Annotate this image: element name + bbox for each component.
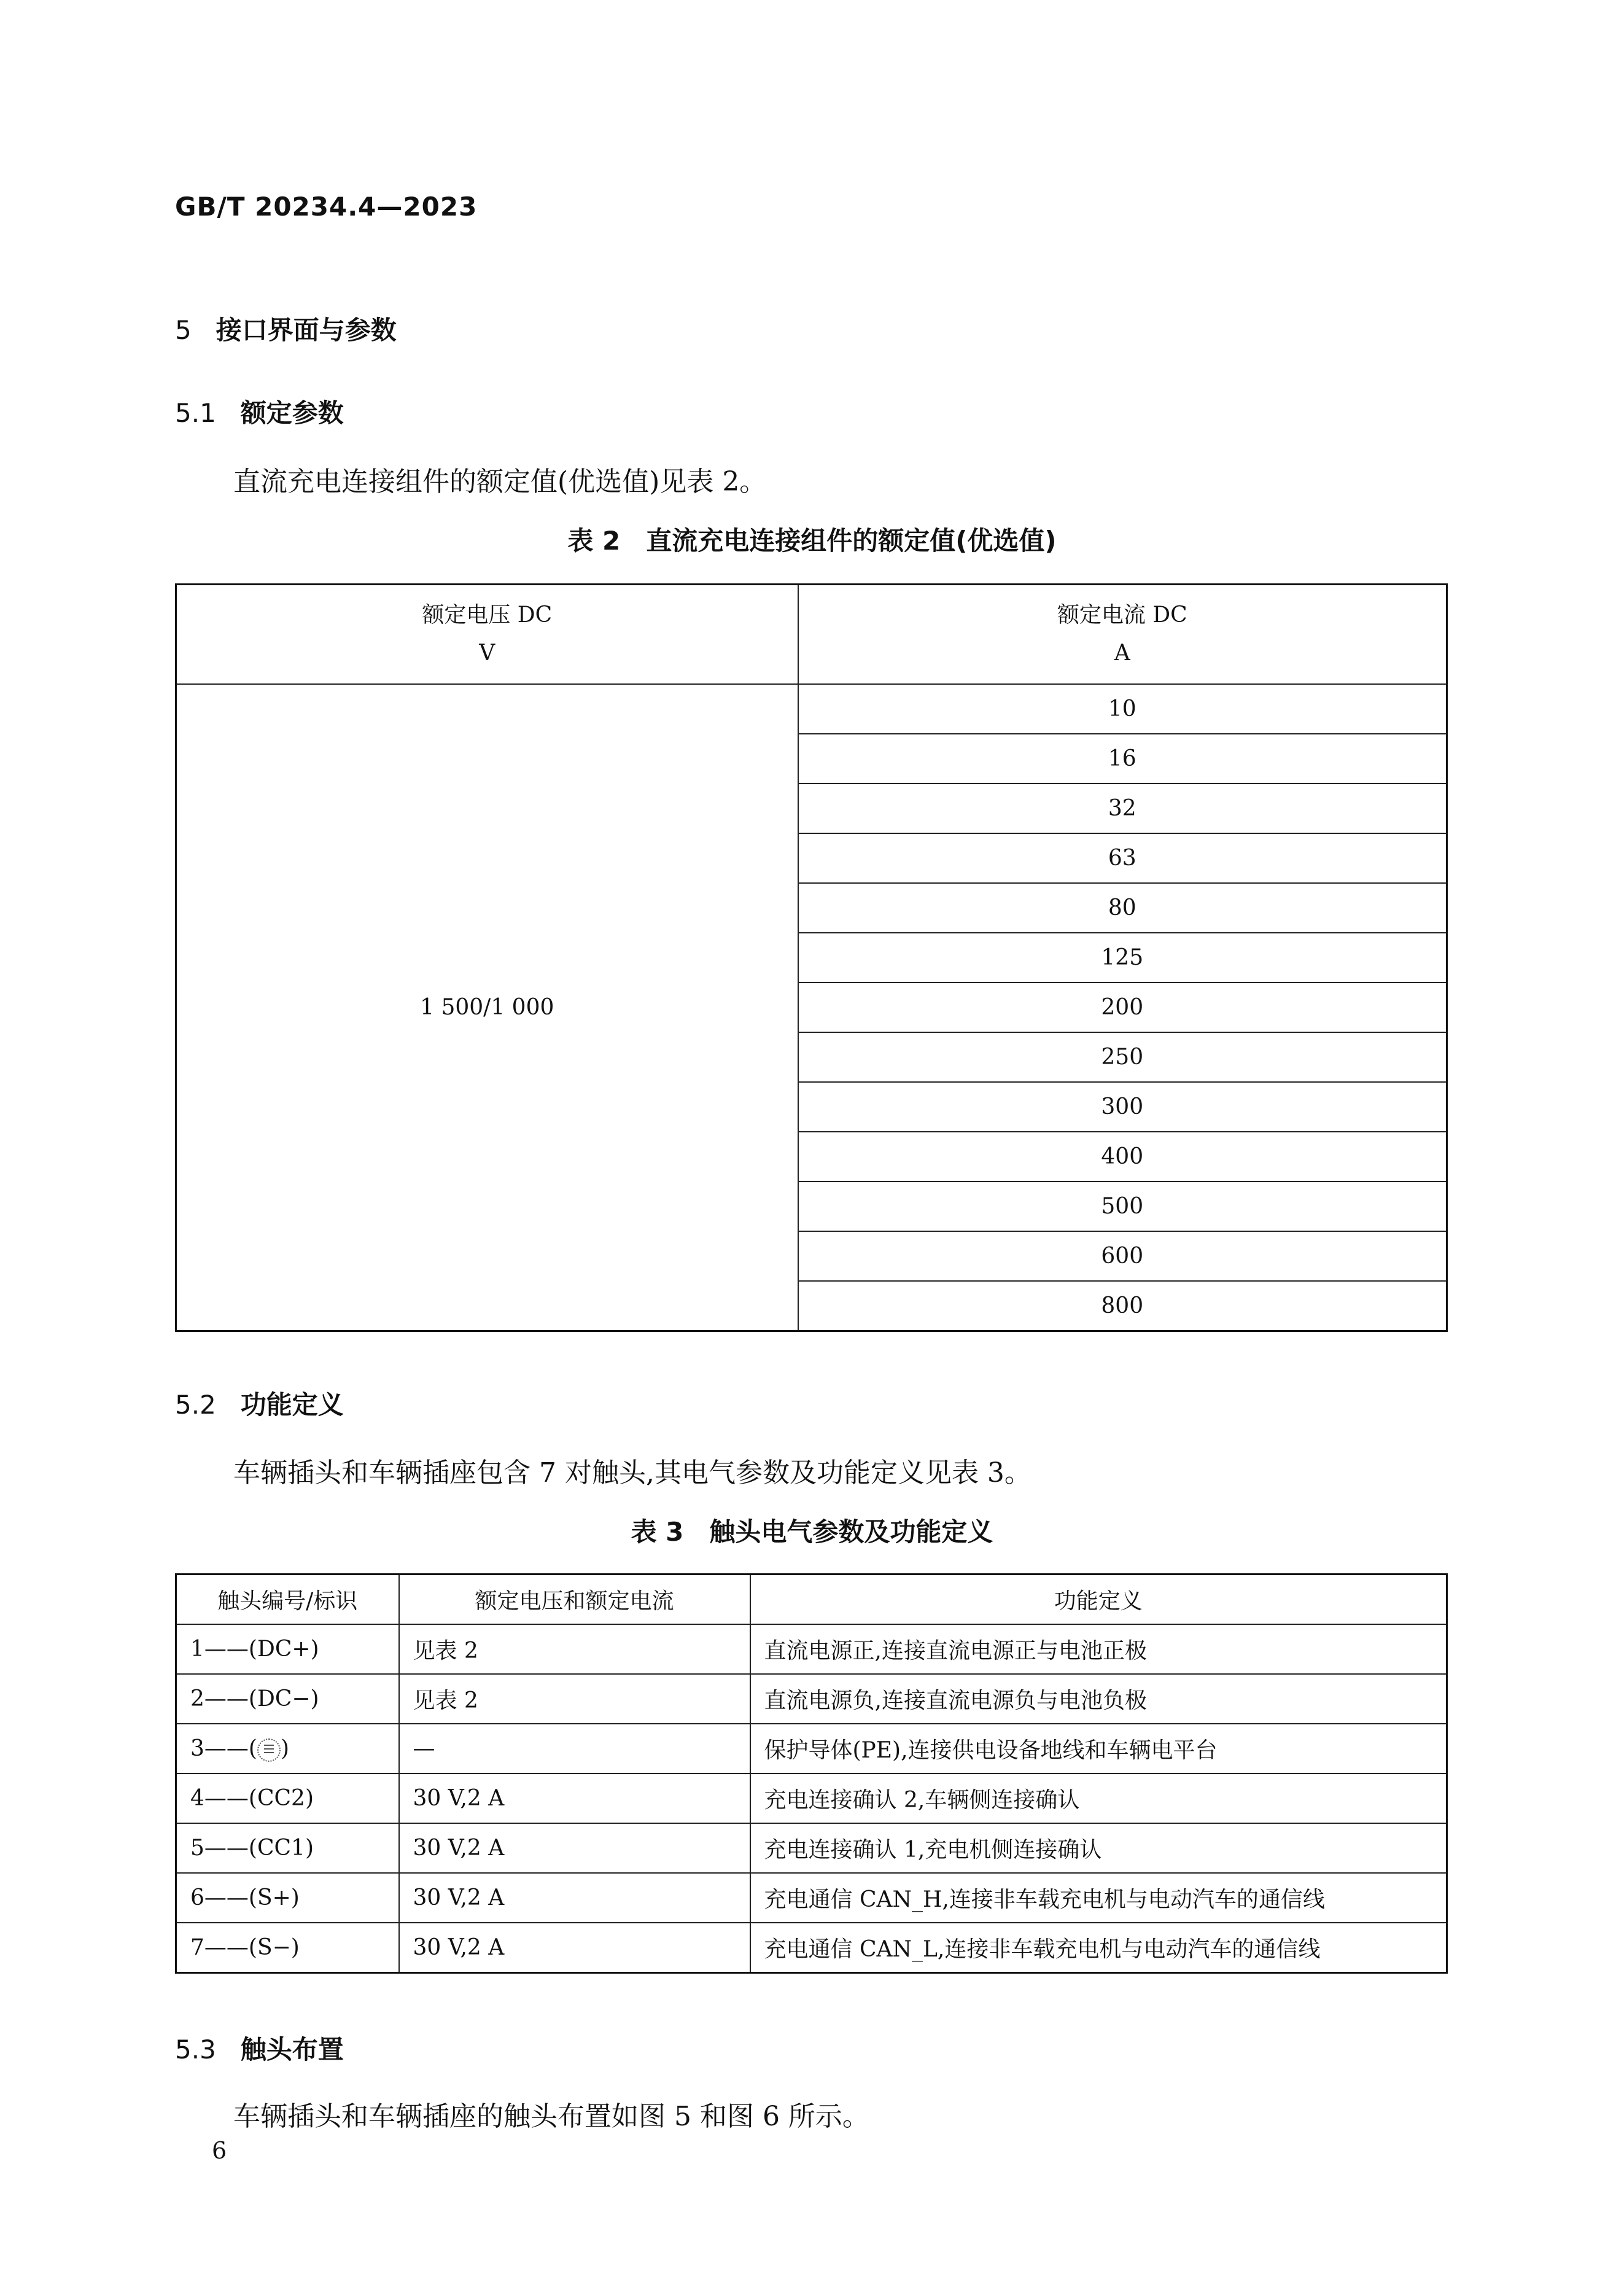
- table-3-caption: 表 3 触头电气参数及功能定义: [631, 1517, 993, 1547]
- rated-current-value: 800: [798, 1281, 1447, 1331]
- rated-current-value: 200: [798, 983, 1447, 1032]
- function-cell: 充电连接确认 1,充电机侧连接确认: [750, 1823, 1447, 1873]
- table-row: [176, 1823, 1447, 1873]
- contact-definition-table: [175, 1573, 1448, 1974]
- section-5-2-paragraph: 车辆插头和车辆插座包含 7 对触头,其电气参数及功能定义见表 3。: [233, 1457, 1032, 1489]
- header-current-label: 额定电流 DC: [1057, 602, 1187, 628]
- section-5-heading: [175, 310, 397, 347]
- rating-cell: 见表 2: [399, 1674, 750, 1724]
- contact-id: 4——(CC2): [190, 1786, 314, 1811]
- rated-current-value: 10: [798, 684, 1447, 734]
- contact-id: 3——(: [190, 1735, 257, 1761]
- rated-current-value: 63: [798, 833, 1447, 883]
- contact-id-cell: [176, 1873, 399, 1923]
- section-5-2-heading: [175, 1385, 344, 1422]
- rated-current-value: 16: [798, 734, 1447, 784]
- section-title: 额定参数: [240, 398, 344, 428]
- rated-current-value: 400: [798, 1132, 1447, 1182]
- contact-id: 1——(DC+): [190, 1637, 319, 1662]
- section-5-1-heading: [175, 393, 344, 430]
- function-cell: 充电通信 CAN_L,连接非车载充电机与电动汽车的通信线: [750, 1923, 1447, 1973]
- page-number: 6: [212, 2137, 227, 2164]
- rating-cell: 见表 2: [399, 1624, 750, 1674]
- section-number: 5.3: [175, 2034, 216, 2065]
- contact-id-cell: [176, 1823, 399, 1873]
- rated-current-value: 80: [798, 883, 1447, 933]
- rated-voltage-value: 1 500/1 000: [176, 684, 798, 1331]
- table-header-row: [176, 1575, 1447, 1625]
- rated-current-value: 250: [798, 1032, 1447, 1082]
- function-cell: 直流电源正,连接直流电源正与电池正极: [750, 1624, 1447, 1674]
- header-voltage-unit: V: [479, 640, 495, 666]
- rated-current-value: 600: [798, 1231, 1447, 1281]
- rated-current-value: 32: [798, 784, 1447, 833]
- contact-id: 7——(S−): [190, 1935, 300, 1960]
- table-row: [176, 1724, 1447, 1773]
- protective-earth-icon: [257, 1738, 281, 1762]
- table-row: [176, 1773, 1447, 1823]
- header-current-unit: A: [1114, 640, 1130, 666]
- section-5-3-heading: [175, 2030, 344, 2066]
- contact-id: 5——(CC1): [190, 1836, 314, 1861]
- table-row: [176, 1674, 1447, 1724]
- rated-current-value: 125: [798, 933, 1447, 983]
- rated-values-table: [175, 583, 1448, 1332]
- function-cell: 充电通信 CAN_H,连接非车载充电机与电动汽车的通信线: [750, 1873, 1447, 1923]
- rating-cell: 30 V,2 A: [399, 1773, 750, 1823]
- contact-id-cell: [176, 1923, 399, 1973]
- section-number: 5.1: [175, 398, 216, 428]
- rating-cell: 30 V,2 A: [399, 1823, 750, 1873]
- header-contact-id: 触头编号/标识: [176, 1575, 399, 1625]
- section-title: 功能定义: [240, 1390, 344, 1420]
- table-row: [176, 684, 1447, 734]
- table-2-caption: 表 2 直流充电连接组件的额定值(优选值): [567, 526, 1057, 556]
- header-rated-voltage: [176, 585, 798, 685]
- table-row: [176, 1923, 1447, 1973]
- section-title: 触头布置: [240, 2034, 344, 2065]
- function-cell: 充电连接确认 2,车辆侧连接确认: [750, 1773, 1447, 1823]
- header-rated-current: [798, 585, 1447, 685]
- header-function: 功能定义: [750, 1575, 1447, 1625]
- header-rating: 额定电压和额定电流: [399, 1575, 750, 1625]
- contact-id-cell: [176, 1773, 399, 1823]
- rating-cell: 30 V,2 A: [399, 1873, 750, 1923]
- standard-number: GB/T 20234.4—2023: [175, 192, 478, 222]
- contact-id: 6——(S+): [190, 1885, 300, 1910]
- rating-cell: 30 V,2 A: [399, 1923, 750, 1973]
- rating-cell: —: [399, 1724, 750, 1773]
- contact-id-cell: [176, 1724, 399, 1773]
- table-header-row: [176, 585, 1447, 685]
- section-number: 5: [175, 315, 192, 345]
- header-voltage-label: 额定电压 DC: [422, 602, 553, 628]
- function-cell: 保护导体(PE),连接供电设备地线和车辆电平台: [750, 1724, 1447, 1773]
- contact-id-suffix: ): [280, 1735, 289, 1761]
- contact-id: 2——(DC−): [190, 1686, 319, 1711]
- section-5-3-paragraph: 车辆插头和车辆插座的触头布置如图 5 和图 6 所示。: [233, 2101, 869, 2132]
- rated-current-value: 300: [798, 1082, 1447, 1132]
- rated-current-value: 500: [798, 1182, 1447, 1231]
- section-title: 接口界面与参数: [216, 315, 397, 345]
- section-5-1-paragraph: 直流充电连接组件的额定值(优选值)见表 2。: [233, 466, 767, 497]
- contact-id-cell: [176, 1624, 399, 1674]
- table-row: [176, 1624, 1447, 1674]
- function-cell: 直流电源负,连接直流电源负与电池负极: [750, 1674, 1447, 1724]
- section-number: 5.2: [175, 1390, 216, 1420]
- table-row: [176, 1873, 1447, 1923]
- contact-id-cell: [176, 1674, 399, 1724]
